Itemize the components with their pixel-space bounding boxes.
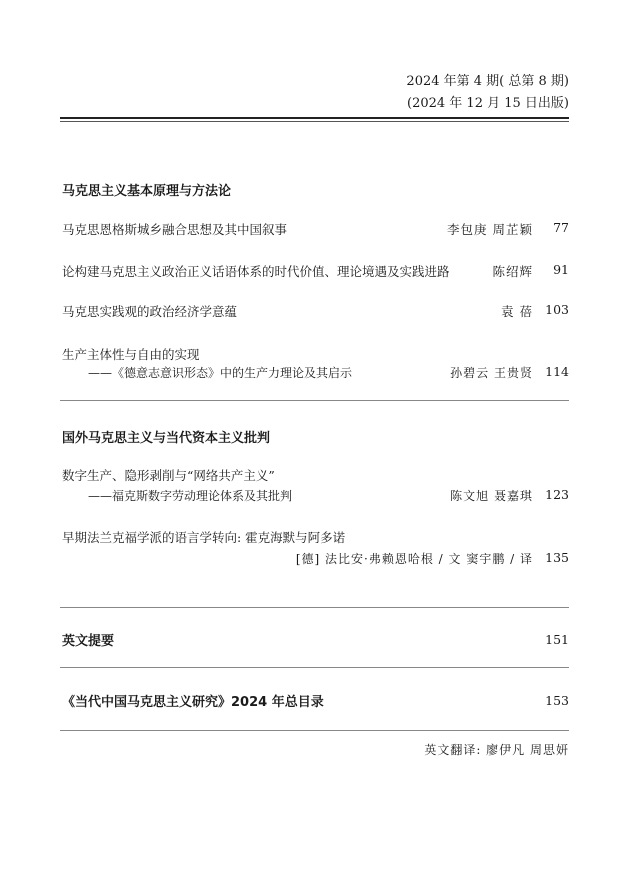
publication-date: (2024 年 12 月 15 日出版) (407, 96, 569, 111)
section-divider (60, 607, 569, 608)
entry-page: 91 (553, 262, 569, 277)
section-divider (60, 667, 569, 668)
entry-page: 103 (545, 302, 569, 317)
section-divider (60, 400, 569, 401)
issue-number: 2024 年第 4 期( 总第 8 期) (406, 74, 569, 89)
section-divider (60, 730, 569, 731)
header-rule-thick (60, 117, 569, 119)
entry-authors: 袁 蓓 (501, 304, 533, 319)
entry-authors: 李包庚 周芷颖 (447, 222, 533, 237)
toc-entry[interactable] (62, 466, 569, 486)
translators-note: 英文翻译: 廖伊凡 周思妍 (424, 743, 569, 757)
abstracts-page: 151 (545, 632, 569, 647)
entry-title: 数字生产、隐形剥削与“网络共产主义” (62, 468, 275, 483)
entry-page: 114 (545, 364, 569, 379)
toc-entry[interactable] (62, 528, 569, 548)
entry-title: 早期法兰克福学派的语言学转向: 霍克海默与阿多诺 (62, 530, 346, 545)
section-title-foreign-marxism: 国外马克思主义与当代资本主义批判 (62, 431, 271, 446)
abstracts-title: 英文提要 (62, 634, 115, 649)
entry-title: 马克思实践观的政治经济学意蕴 (62, 304, 238, 319)
entry-page: 77 (553, 220, 569, 235)
annual-index-page: 153 (545, 693, 569, 708)
toc-entry[interactable] (62, 345, 569, 365)
header-rule-thin (60, 121, 569, 122)
entry-authors: 陈文旭 聂嘉琪 (450, 489, 533, 503)
entry-authors: [德] 法比安·弗赖恩哈根 / 文 窦宇鹏 / 译 (295, 552, 533, 566)
entry-authors: 陈绍辉 (492, 264, 533, 279)
toc-entry[interactable] (62, 262, 569, 282)
entry-page: 123 (545, 487, 569, 502)
entry-title: 马克思恩格斯城乡融合思想及其中国叙事 (62, 222, 288, 237)
entry-title: 生产主体性与自由的实现 (62, 347, 200, 362)
toc-entry[interactable] (62, 220, 569, 240)
annual-index-title: 《当代中国马克思主义研究》2024 年总目录 (62, 695, 324, 710)
entry-subtitle: ——福克斯数字劳动理论体系及其批判 (88, 489, 293, 503)
section-title-basic-principles: 马克思主义基本原理与方法论 (62, 184, 232, 199)
entry-subtitle: ——《德意志意识形态》中的生产力理论及其启示 (88, 366, 353, 380)
entry-page: 135 (545, 550, 569, 565)
entry-title: 论构建马克思主义政治正义话语体系的时代价值、理论境遇及实践进路 (62, 264, 450, 279)
toc-entry[interactable] (62, 302, 569, 322)
entry-authors: 孙碧云 王贵贤 (450, 366, 533, 380)
